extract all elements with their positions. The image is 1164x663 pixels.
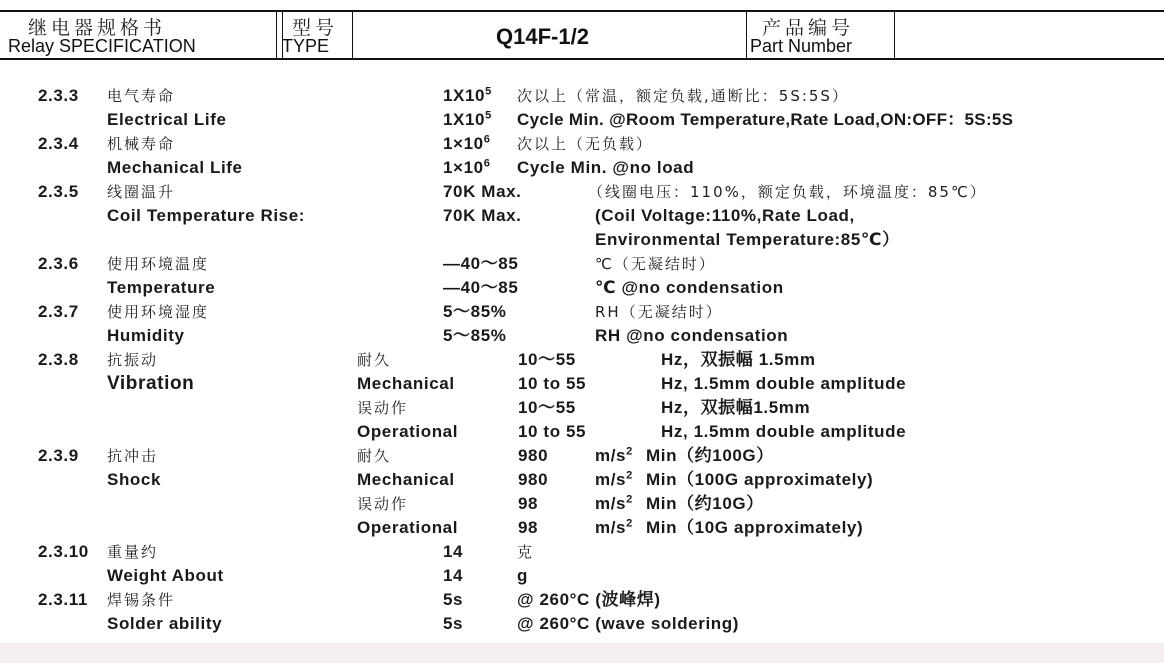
spec-value: 5～85% xyxy=(443,326,507,345)
spec-row xyxy=(0,420,1164,444)
spec-value: —40～85 xyxy=(443,278,519,297)
spec-value: 10 to 55 xyxy=(518,374,587,393)
spec-number: 2.3.3 xyxy=(38,86,79,105)
spec-desc-cn: @ 260°C (波峰焊) xyxy=(517,590,661,609)
spec-desc-cn: Hz，双振幅 1.5mm xyxy=(661,350,816,369)
spec-row xyxy=(0,84,1164,108)
spec-desc-en: g xyxy=(517,566,528,585)
spec-value: 98 xyxy=(518,494,539,513)
spec-desc-en: Min（10G approximately) xyxy=(646,518,864,537)
spec-value: 10～55 xyxy=(518,350,576,369)
spec-row xyxy=(0,396,1164,420)
spec-desc-en: RH @no condensation xyxy=(595,326,789,345)
spec-desc-cn: 次以上（无负载） xyxy=(517,135,654,153)
spec-label-cn: 抗冲击 xyxy=(107,447,159,465)
spec-subtype: 误动作 xyxy=(357,495,409,513)
spec-desc-cn: RH（无凝结时） xyxy=(595,303,723,321)
spec-row xyxy=(0,228,1164,252)
spec-value: $1X10^5$ xyxy=(443,85,492,105)
spec-number: 2.3.7 xyxy=(38,302,79,321)
spec-subtype: Operational xyxy=(357,518,459,537)
spec-row xyxy=(0,156,1164,180)
spec-desc-en: Hz, 1.5mm double amplitude xyxy=(661,374,907,393)
spec-value: 10～55 xyxy=(518,398,576,417)
spec-subtype: 耐久 xyxy=(357,351,392,369)
header-divider xyxy=(352,12,353,58)
spec-value: $1\times 10^6$ xyxy=(443,157,491,177)
spec-value: 5s xyxy=(443,614,464,633)
spec-row xyxy=(0,588,1164,612)
spec-desc-cn: 次以上（常温，额定负载,通断比：5S:5S） xyxy=(517,87,849,105)
doc-title-cn: 继电器规格书 xyxy=(28,17,167,39)
spec-row xyxy=(0,540,1164,564)
spec-desc-cn: Min（约10G） xyxy=(646,494,764,513)
part-number-label-en: Part Number xyxy=(750,36,853,56)
page-bottom-band xyxy=(0,643,1164,663)
spec-subtype: Mechanical xyxy=(357,470,455,489)
spec-label-en: Shock xyxy=(107,470,162,489)
header-divider xyxy=(276,12,277,58)
spec-value: 98 xyxy=(518,518,539,537)
spec-number: 2.3.6 xyxy=(38,254,79,273)
spec-row xyxy=(0,444,1164,468)
spec-value: 14 xyxy=(443,566,464,585)
spec-row xyxy=(0,564,1164,588)
spec-label-cn: 抗振动 xyxy=(107,351,159,369)
spec-row xyxy=(0,372,1164,396)
spec-row xyxy=(0,324,1164,348)
spec-label-cn: 线圈温升 xyxy=(107,183,176,201)
type-label-cn: 型号 xyxy=(292,17,339,39)
spec-value: 980 xyxy=(518,446,549,465)
doc-title-en: Relay SPECIFICATION xyxy=(8,36,196,56)
spec-label-cn: 使用环境温度 xyxy=(107,255,210,273)
spec-value: 70K Max. xyxy=(443,182,522,201)
spec-number: 2.3.4 xyxy=(38,134,79,153)
spec-number: 2.3.10 xyxy=(38,542,89,561)
spec-unit: $m/s^2$ xyxy=(595,445,633,465)
spec-label-en: Humidity xyxy=(107,326,185,345)
spec-row xyxy=(0,204,1164,228)
spec-row xyxy=(0,276,1164,300)
spec-row xyxy=(0,348,1164,372)
spec-desc-en: @ 260°C (wave soldering) xyxy=(517,614,740,633)
spec-row xyxy=(0,108,1164,132)
spec-subtype: Operational xyxy=(357,422,459,441)
spec-desc-en: Environmental Temperature:85℃） xyxy=(595,230,900,249)
spec-subtype: Mechanical xyxy=(357,374,455,393)
spec-row xyxy=(0,180,1164,204)
spec-row xyxy=(0,252,1164,276)
spec-desc-en: ℃ @no condensation xyxy=(595,278,784,297)
spec-value: 980 xyxy=(518,470,549,489)
spec-label-en: Temperature xyxy=(107,278,216,297)
spec-value: $1\times 10^6$ xyxy=(443,133,491,153)
spec-row xyxy=(0,468,1164,492)
spec-desc-en: Hz, 1.5mm double amplitude xyxy=(661,422,907,441)
spec-desc-cn: Min（约100G） xyxy=(646,446,774,465)
type-value: Q14F-1/2 xyxy=(496,24,589,49)
spec-number: 2.3.8 xyxy=(38,350,79,369)
spec-desc-cn: （线圈电压：110%，额定负载，环境温度：85℃） xyxy=(588,183,987,201)
spec-value: 70K Max. xyxy=(443,206,522,225)
spec-label-en: Coil Temperature Rise: xyxy=(107,206,306,225)
spec-value: 5s xyxy=(443,590,464,609)
spec-subtype: 误动作 xyxy=(357,399,409,417)
spec-number: 2.3.9 xyxy=(38,446,79,465)
spec-row xyxy=(0,516,1164,540)
spec-subtype: 耐久 xyxy=(357,447,392,465)
spec-label-cn: 电气寿命 xyxy=(107,87,176,105)
spec-value: $1X10^5$ xyxy=(443,109,492,129)
spec-label-cn: 机械寿命 xyxy=(107,135,176,153)
spec-label-en: Solder ability xyxy=(107,614,223,633)
spec-label-cn: 重量约 xyxy=(107,543,159,561)
spec-value: 10 to 55 xyxy=(518,422,587,441)
spec-number: 2.3.5 xyxy=(38,182,79,201)
spec-value: 5～85% xyxy=(443,302,507,321)
spec-label-en: Vibration xyxy=(107,373,195,394)
type-label-en: TYPE xyxy=(282,36,330,56)
spec-label-en: Electrical Life xyxy=(107,110,227,129)
spec-value: 14 xyxy=(443,542,464,561)
spec-desc-cn: 克 xyxy=(517,543,535,561)
spec-row xyxy=(0,300,1164,324)
spec-row xyxy=(0,492,1164,516)
spec-desc-en: Min（100G approximately) xyxy=(646,470,874,489)
spec-header xyxy=(0,10,1164,60)
spec-unit: $m/s^2$ xyxy=(595,493,633,513)
spec-label-en: Weight About xyxy=(107,566,224,585)
spec-value: —40～85 xyxy=(443,254,519,273)
spec-desc-cn: ℃（无凝结时） xyxy=(595,255,716,273)
header-divider xyxy=(746,12,747,58)
part-number-label-cn: 产品编号 xyxy=(762,17,855,39)
spec-desc-en: (Coil Voltage:110%,Rate Load, xyxy=(595,206,855,225)
header-divider xyxy=(894,12,895,58)
spec-number: 2.3.11 xyxy=(38,590,88,609)
spec-label-en: Mechanical Life xyxy=(107,158,243,177)
spec-unit: $m/s^2$ xyxy=(595,517,633,537)
spec-unit: $m/s^2$ xyxy=(595,469,633,489)
spec-desc-en: Cycle Min. @Room Temperature,Rate Load,ON:OFF：5S:5S xyxy=(517,110,1014,129)
spec-row xyxy=(0,132,1164,156)
spec-label-cn: 使用环境湿度 xyxy=(107,303,210,321)
spec-row xyxy=(0,612,1164,636)
spec-desc-cn: Hz，双振幅1.5mm xyxy=(661,398,811,417)
spec-label-cn: 焊锡条件 xyxy=(107,591,176,609)
spec-desc-en: Cycle Min. @no load xyxy=(517,158,695,177)
